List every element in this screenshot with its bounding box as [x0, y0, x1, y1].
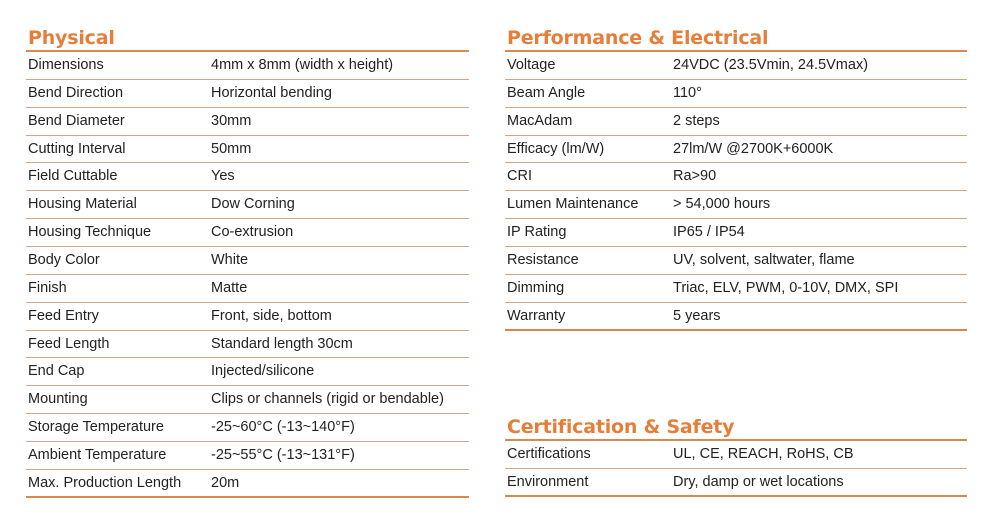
spec-label: Storage Temperature	[28, 419, 164, 436]
spec-label: IP Rating	[507, 224, 567, 241]
spec-row	[26, 52, 469, 80]
spec-value: UV, solvent, saltwater, flame	[673, 252, 855, 269]
spec-value: 4mm x 8mm (width x height)	[211, 57, 394, 73]
spec-value: 5 years	[673, 307, 721, 324]
spec-label: Dimming	[507, 279, 565, 296]
spec-value: Matte	[211, 279, 248, 296]
spec-label: Housing Material	[28, 196, 137, 213]
certification-section	[505, 413, 967, 497]
spec-label: Feed Length	[28, 335, 110, 352]
spec-label: Bend Diameter	[28, 112, 125, 129]
spec-label: Field Cuttable	[28, 168, 118, 185]
spec-value: Co-extrusion	[211, 224, 294, 241]
spec-row	[505, 163, 967, 191]
spec-row	[26, 331, 469, 359]
performance-table	[505, 52, 967, 331]
spec-value: Dry, damp or wet locations	[673, 473, 844, 490]
spec-label: Finish	[28, 279, 67, 296]
spec-row	[26, 136, 469, 164]
spec-row	[505, 441, 967, 469]
spec-row	[505, 247, 967, 275]
spec-value: Triac, ELV, PWM, 0-10V, DMX, SPI	[673, 279, 899, 296]
spec-label: Environment	[507, 473, 589, 490]
performance-title: Performance & Electrical	[505, 24, 967, 52]
spec-value: 24VDC (23.5Vmin, 24.5Vmax)	[673, 57, 869, 73]
spec-row	[505, 275, 967, 303]
spec-row	[505, 108, 967, 136]
spec-label: Certifications	[507, 446, 591, 462]
spec-row	[26, 108, 469, 136]
spec-value: Standard length 30cm	[211, 335, 353, 352]
spec-row	[26, 191, 469, 219]
spec-value: 110°	[673, 84, 702, 101]
spec-row	[505, 136, 967, 164]
spec-value: IP65 / IP54	[673, 224, 745, 241]
spec-row	[505, 52, 967, 80]
spec-label: Body Color	[28, 252, 100, 269]
spec-value: 27lm/W @2700K+6000K	[673, 140, 834, 157]
spec-row	[26, 386, 469, 414]
spec-label: MacAdam	[507, 112, 573, 129]
spec-row	[505, 303, 967, 331]
spec-value: White	[211, 252, 249, 269]
spec-value: 50mm	[211, 140, 252, 157]
spec-value: UL, CE, REACH, RoHS, CB	[673, 446, 854, 462]
spec-value: -25~60°C (-13~140°F)	[211, 419, 355, 436]
spec-row	[505, 469, 967, 497]
spec-row	[26, 470, 469, 498]
spec-value: 2 steps	[673, 112, 720, 129]
spec-row	[505, 80, 967, 108]
spec-value: Yes	[211, 168, 235, 185]
spec-row	[26, 80, 469, 108]
certification-table	[505, 441, 967, 497]
spec-label: Voltage	[507, 57, 556, 73]
spec-label: Housing Technique	[28, 224, 152, 241]
physical-title: Physical	[26, 24, 469, 52]
spec-value: 30mm	[211, 112, 252, 129]
spec-label: Beam Angle	[507, 84, 586, 101]
spec-label: Max. Production Length	[28, 474, 182, 491]
spec-label: CRI	[507, 168, 532, 185]
performance-section	[505, 24, 967, 331]
spec-label: Feed Entry	[28, 307, 99, 324]
spec-row	[505, 191, 967, 219]
spec-label: Efficacy (lm/W)	[507, 140, 605, 157]
spec-value: > 54,000 hours	[673, 196, 771, 213]
spec-label: Mounting	[28, 391, 88, 408]
spec-value: Ra>90	[673, 168, 717, 185]
spec-value: Horizontal bending	[211, 84, 332, 101]
spec-label: Bend Direction	[28, 84, 124, 101]
spec-label: End Cap	[28, 363, 85, 380]
spec-row	[26, 442, 469, 470]
spec-label: Resistance	[507, 252, 579, 269]
spec-value: Injected/silicone	[211, 363, 315, 380]
spec-row	[26, 219, 469, 247]
spec-value: Front, side, bottom	[211, 307, 332, 324]
spec-label: Warranty	[507, 307, 566, 324]
spec-value: Clips or channels (rigid or bendable)	[211, 391, 444, 408]
spec-value: 20m	[211, 474, 240, 491]
spec-label: Lumen Maintenance	[507, 196, 639, 213]
spec-row	[26, 303, 469, 331]
spec-row	[26, 414, 469, 442]
spec-row	[26, 163, 469, 191]
spec-label: Ambient Temperature	[28, 447, 167, 464]
spec-value: Dow Corning	[211, 196, 295, 213]
spec-row	[26, 275, 469, 303]
spec-value: -25~55°C (-13~131°F)	[211, 447, 355, 464]
certification-title: Certification & Safety	[505, 413, 967, 441]
spec-row	[26, 358, 469, 386]
physical-section	[26, 24, 469, 498]
spec-row	[505, 219, 967, 247]
physical-table	[26, 52, 469, 498]
spec-row	[26, 247, 469, 275]
spec-label: Dimensions	[28, 57, 104, 73]
spec-label: Cutting Interval	[28, 140, 126, 157]
